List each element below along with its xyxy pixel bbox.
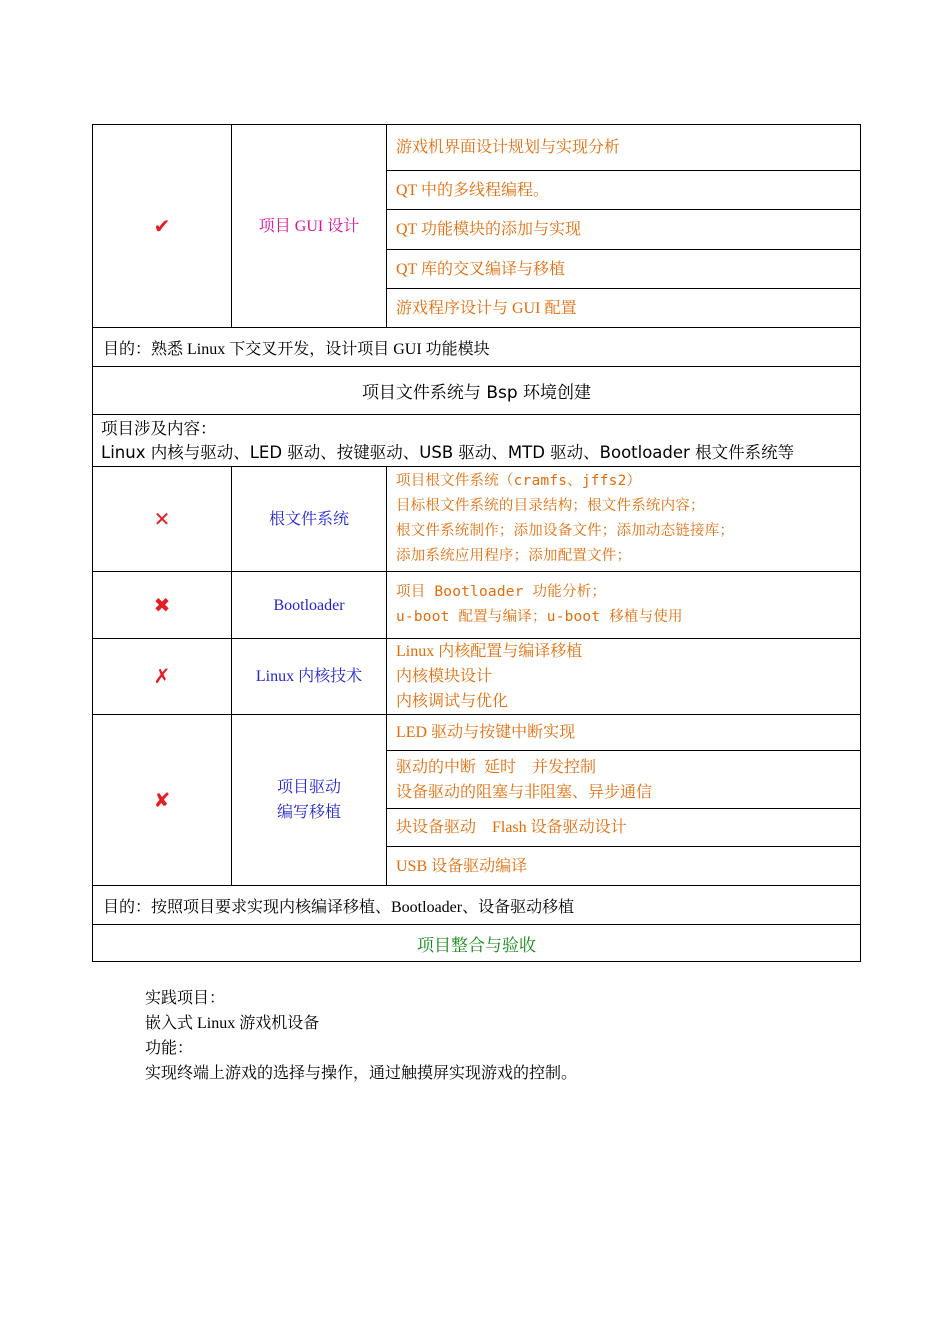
driver-item: 块设备驱动 Flash 设备驱动设计: [387, 809, 861, 847]
bootloader-line: 项目 Bootloader 功能分析；: [396, 584, 607, 600]
practice-label: 实践项目：: [145, 990, 226, 1007]
gui-status-cell: [93, 125, 232, 328]
heavy-cross-icon: ✖: [153, 594, 171, 617]
scope-label: 项目涉及内容：: [101, 418, 217, 438]
function-label: 功能：: [145, 1040, 194, 1057]
section-header-fs-bsp: 项目文件系统与 Bsp 环境创建: [93, 367, 861, 415]
gui-item: 游戏程序设计与 GUI 配置: [387, 289, 861, 328]
goal-bsp: 目的：按照项目要求实现内核编译移植、Bootloader、设备驱动移植: [93, 886, 861, 925]
curriculum-table: [92, 124, 861, 962]
driver-item: [387, 751, 861, 809]
rootfs-line: 添加系统应用程序；添加配置文件；: [396, 548, 632, 564]
rootfs-line: 目标根文件系统的目录结构；根文件系统内容；: [396, 498, 705, 514]
driver-item: LED 驱动与按键中断实现: [387, 715, 861, 751]
practice-project: [145, 986, 577, 1086]
driver-item: USB 设备驱动编译: [387, 847, 861, 886]
rootfs-details: [387, 467, 861, 572]
driver-module-line: 编写移植: [276, 804, 341, 821]
project-scope: [93, 415, 861, 467]
section-header-integration: 项目整合与验收: [93, 925, 861, 962]
checkmark-icon: ✔: [153, 215, 171, 238]
goal-gui: 目的：熟悉 Linux 下交叉开发，设计项目 GUI 功能模块: [93, 328, 861, 367]
kernel-details: [387, 639, 861, 715]
cross-icon: ✕: [153, 508, 171, 531]
heavy-ballot-x-icon: ✘: [153, 789, 171, 812]
driver-module-name: [232, 715, 387, 886]
rootfs-status-cell: [93, 467, 232, 572]
bootloader-module-name: Bootloader: [232, 572, 387, 639]
driver-module-line: 项目驱动: [276, 779, 341, 796]
driver-status-cell: [93, 715, 232, 886]
kernel-line: 内核模块设计: [396, 668, 493, 685]
scope-text: Linux 内核与驱动、LED 驱动、按键驱动、USB 驱动、MTD 驱动、Bootloader 根文件系统等: [101, 442, 795, 462]
rootfs-line: 根文件系统制作；添加设备文件；添加动态链接库；: [396, 523, 735, 539]
bootloader-status-cell: [93, 572, 232, 639]
bootloader-details: [387, 572, 861, 639]
function-text: 实现终端上游戏的选择与操作，通过触摸屏实现游戏的控制。: [145, 1065, 578, 1082]
kernel-line: 内核调试与优化: [396, 693, 509, 710]
driver-item-line: 驱动的中断 延时 并发控制: [396, 758, 597, 776]
practice-name: 嵌入式 Linux 游戏机设备: [145, 1015, 320, 1032]
rootfs-module-name: 根文件系统: [232, 467, 387, 572]
gui-item: QT 功能模块的添加与实现: [387, 210, 861, 250]
gui-item: QT 库的交叉编译与移植: [387, 250, 861, 289]
gui-item: 游戏机界面设计规划与实现分析: [387, 125, 861, 171]
kernel-line: Linux 内核配置与编译移植: [396, 643, 583, 660]
rootfs-line: 项目根文件系统（cramfs、jffs2）: [396, 473, 642, 489]
ballot-x-icon: ✗: [153, 666, 171, 688]
gui-item: QT 中的多线程编程。: [387, 171, 861, 210]
driver-item-line: 设备驱动的阻塞与非阻塞、异步通信: [396, 783, 653, 801]
bootloader-line: u-boot 配置与编译；u-boot 移植与使用: [396, 609, 683, 625]
kernel-module-name: Linux 内核技术: [232, 639, 387, 715]
gui-module-name: 项目 GUI 设计: [232, 125, 387, 328]
kernel-status-cell: [93, 639, 232, 715]
